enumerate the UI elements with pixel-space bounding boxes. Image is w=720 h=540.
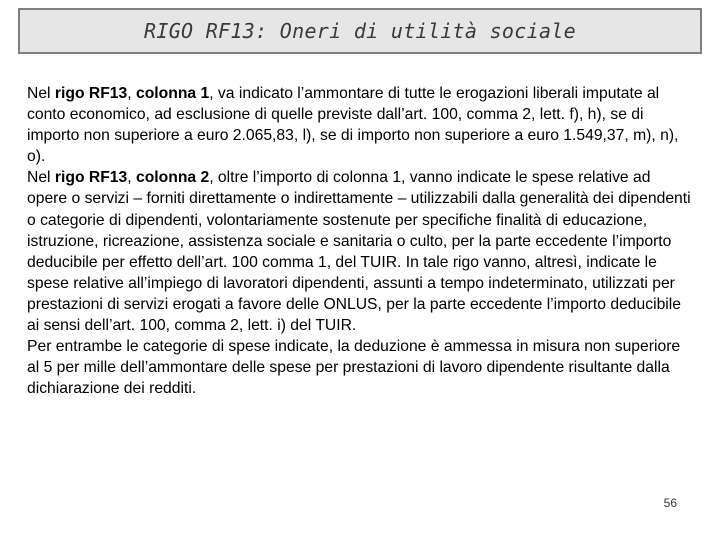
p1-bold-colonna: colonna 1 xyxy=(135,85,210,102)
page-number: 56 xyxy=(663,496,677,510)
title-box xyxy=(18,8,702,54)
paragraph-deduction: Per entrambe le categorie di spese indicate, la deduzione è ammessa in misura non superiore al 5 per mille dell’ammontare delle spese per prestazioni di lavoro dipendente risultante dalla dichiarazione dei redditi. xyxy=(27,338,681,398)
paragraph-col2 xyxy=(27,167,692,336)
p1-text-1: Nel xyxy=(27,85,55,102)
p2-text-3: , oltre l’importo di colonna 1, vanno indicate le spese relative ad opere o servizi – forniti direttamente o indirettamente – utilizzabili dalla generalità dei dipendenti o categorie di dipendenti, volontariamente sostenute per specifiche finalità di educazione, istruzione, ricreazione, assistenza sociale e sanitaria o culto, per la parte eccedente l’importo deducibile per effetto dell’art. 100 comma 1, del TUIR. In tale rigo vanno, altresì, indicate le spese relative all’impiego di lavoratori dipendenti, assunti a tempo indeterminato, utilizzati per prestazioni di servizi erogati a favore delle ONLUS, per la parte eccedente l’importo deducibile ai sensi dell’art. 100, comma 2, lett. i) del TUIR. xyxy=(27,169,691,335)
body-text xyxy=(27,83,692,399)
p1-text-3: , va indicato l’ammontare di tutte le erogazioni liberali imputate al conto economico, ad esclusione di quelle previste dall’art. 100, comma 2, lett. f), h), se di importo non superiore a euro 2.065,83, l), se di importo non superiore a euro 1.549,37, m), n), o). xyxy=(27,85,679,166)
p2-text-2: , xyxy=(127,169,136,187)
p1-bold-rigo: rigo RF13 xyxy=(54,85,128,102)
paragraph-col1 xyxy=(27,83,692,167)
slide-title: RIGO RF13: Oneri di utilità sociale xyxy=(144,19,576,43)
p2-text-1: Nel xyxy=(27,169,55,187)
p1-text-2: , xyxy=(127,85,136,102)
p2-bold-rigo: rigo RF13 xyxy=(54,169,128,187)
p2-bold-colonna: colonna 2 xyxy=(135,169,210,187)
